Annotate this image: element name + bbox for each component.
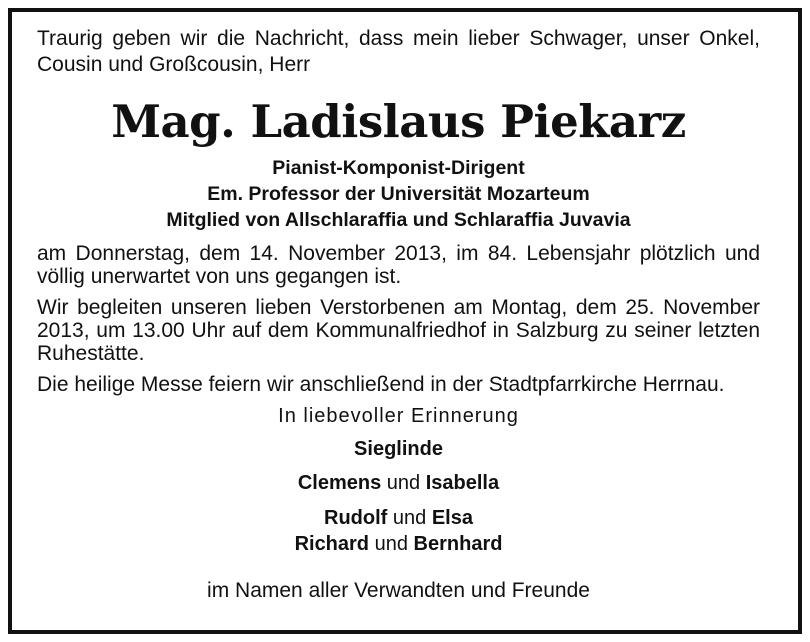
conjunction: und — [386, 472, 421, 494]
mourner-line — [37, 470, 760, 496]
mourner-name: Isabella — [425, 472, 500, 494]
titles-block — [37, 155, 760, 233]
mourner-name: Rudolf — [324, 507, 388, 529]
title-line: Pianist-Komponist-Dirigent — [272, 157, 525, 179]
deceased-name: Mag. Ladislaus Piekarz — [111, 95, 686, 148]
mass-paragraph: Die heilige Messe feiern wir anschließend in der Stadtpfarrkirche Herrnau. — [37, 373, 725, 396]
mourner-line — [37, 436, 760, 462]
obituary-notice — [37, 26, 760, 604]
title-line: Mitglied von Allschlaraffia und Schlaraffia Juvavia — [166, 209, 631, 231]
mourner-name: Sieglinde — [354, 438, 443, 460]
mourner-name: Clemens — [297, 472, 382, 494]
mourner-name: Richard — [294, 533, 370, 555]
conjunction: und — [374, 533, 408, 555]
title-line: Em. Professor der Universität Mozarteum — [207, 183, 590, 205]
intro-text: Traurig geben wir die Nachricht, dass mein lieber Schwager, unser Onkel, Cousin und Großcousin, Herr — [37, 27, 760, 76]
mourner-line — [37, 505, 760, 531]
mourner-line — [37, 531, 760, 557]
funeral-paragraph: Wir begleiten unseren lieben Verstorbenen am Montag, dem 25. November 2013, um 13.00 Uhr auf dem Kommunalfriedhof in Salzburg zu seiner letzten Ruhestätte. — [37, 296, 760, 365]
conjunction: und — [392, 507, 427, 529]
death-paragraph: am Donnerstag, dem 14. November 2013, im 84. Lebensjahr plötzlich und völlig unerwartet von uns gegangen ist. — [37, 242, 760, 288]
mourner-name: Elsa — [431, 507, 473, 529]
closing-line: im Namen aller Verwandten und Freunde — [207, 579, 590, 602]
memory-line: In liebevoller Erinnerung — [278, 405, 519, 427]
mourner-name: Bernhard — [413, 533, 503, 555]
